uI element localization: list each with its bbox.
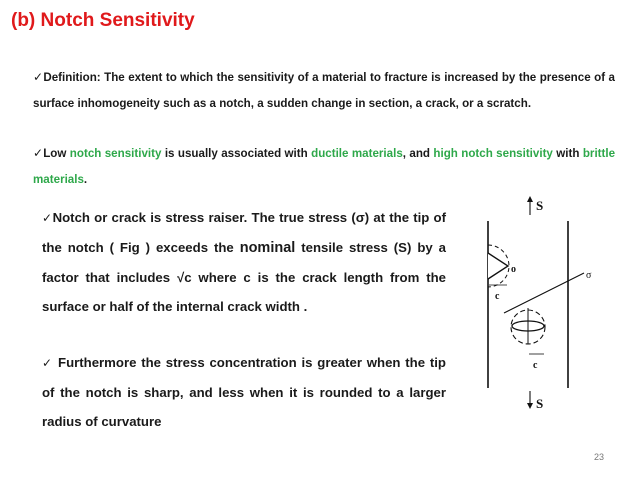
sigma-leader-line bbox=[504, 273, 584, 313]
page-number: 23 bbox=[593, 452, 604, 462]
definition-text: Definition: The extent to which the sensitivity of a material to fracture is increased by the presence of a surface inhomogeneity such as a notch, a sudden change in section, a crack, or a scratch. bbox=[33, 71, 615, 110]
association-paragraph bbox=[33, 140, 615, 193]
check-icon: ✓ bbox=[33, 70, 44, 84]
high-notch-sensitivity-term: high notch sensitivity bbox=[433, 147, 553, 160]
association-text-1: Low bbox=[43, 147, 70, 160]
check-icon: ✓ bbox=[42, 211, 53, 225]
stress-raiser-text-c: tensile stress (S) by a factor that includes √c where c is the crack length from the surface or half of the internal crack width . bbox=[42, 240, 446, 314]
concentration-paragraph bbox=[42, 348, 446, 436]
stress-raiser-paragraph bbox=[42, 203, 446, 321]
c-internal-label: c bbox=[533, 360, 538, 371]
nominal-term: nominal bbox=[239, 240, 296, 256]
edge-notch bbox=[488, 253, 508, 279]
s-top-arrowhead bbox=[527, 196, 533, 202]
association-text-5: , and bbox=[402, 147, 434, 160]
c-edge-label: c bbox=[495, 291, 500, 302]
check-icon: ✓ bbox=[33, 146, 44, 160]
o-label: o bbox=[511, 264, 516, 275]
association-text-7: with bbox=[552, 147, 583, 160]
slide-title: (b) Notch Sensitivity bbox=[11, 10, 195, 31]
sigma-label: σ bbox=[586, 270, 592, 281]
stress-raiser-text-a: Notch or crack is stress raiser. The true stress (σ) at the tip of the notch ( Fig ) exceeds the bbox=[42, 210, 446, 255]
association-text-3: is usually associated with bbox=[161, 147, 312, 160]
notch-sensitivity-term: notch sensitivity bbox=[69, 147, 162, 160]
definition-paragraph bbox=[33, 64, 615, 117]
brittle-materials-term: brittle materials bbox=[33, 147, 616, 186]
s-top-label: S bbox=[536, 198, 544, 213]
association-text-9: . bbox=[83, 173, 88, 186]
concentration-text: Furthermore the stress concentration is greater when the tip of the notch is sharp, and less when it is rounded to a larger radius of curvature bbox=[42, 355, 446, 429]
check-icon: ✓ bbox=[42, 356, 54, 370]
s-bottom-label: S bbox=[536, 396, 544, 411]
ductile-materials-term: ductile materials bbox=[311, 147, 403, 160]
notch-figure bbox=[480, 193, 620, 418]
s-bottom-arrowhead bbox=[527, 403, 533, 409]
